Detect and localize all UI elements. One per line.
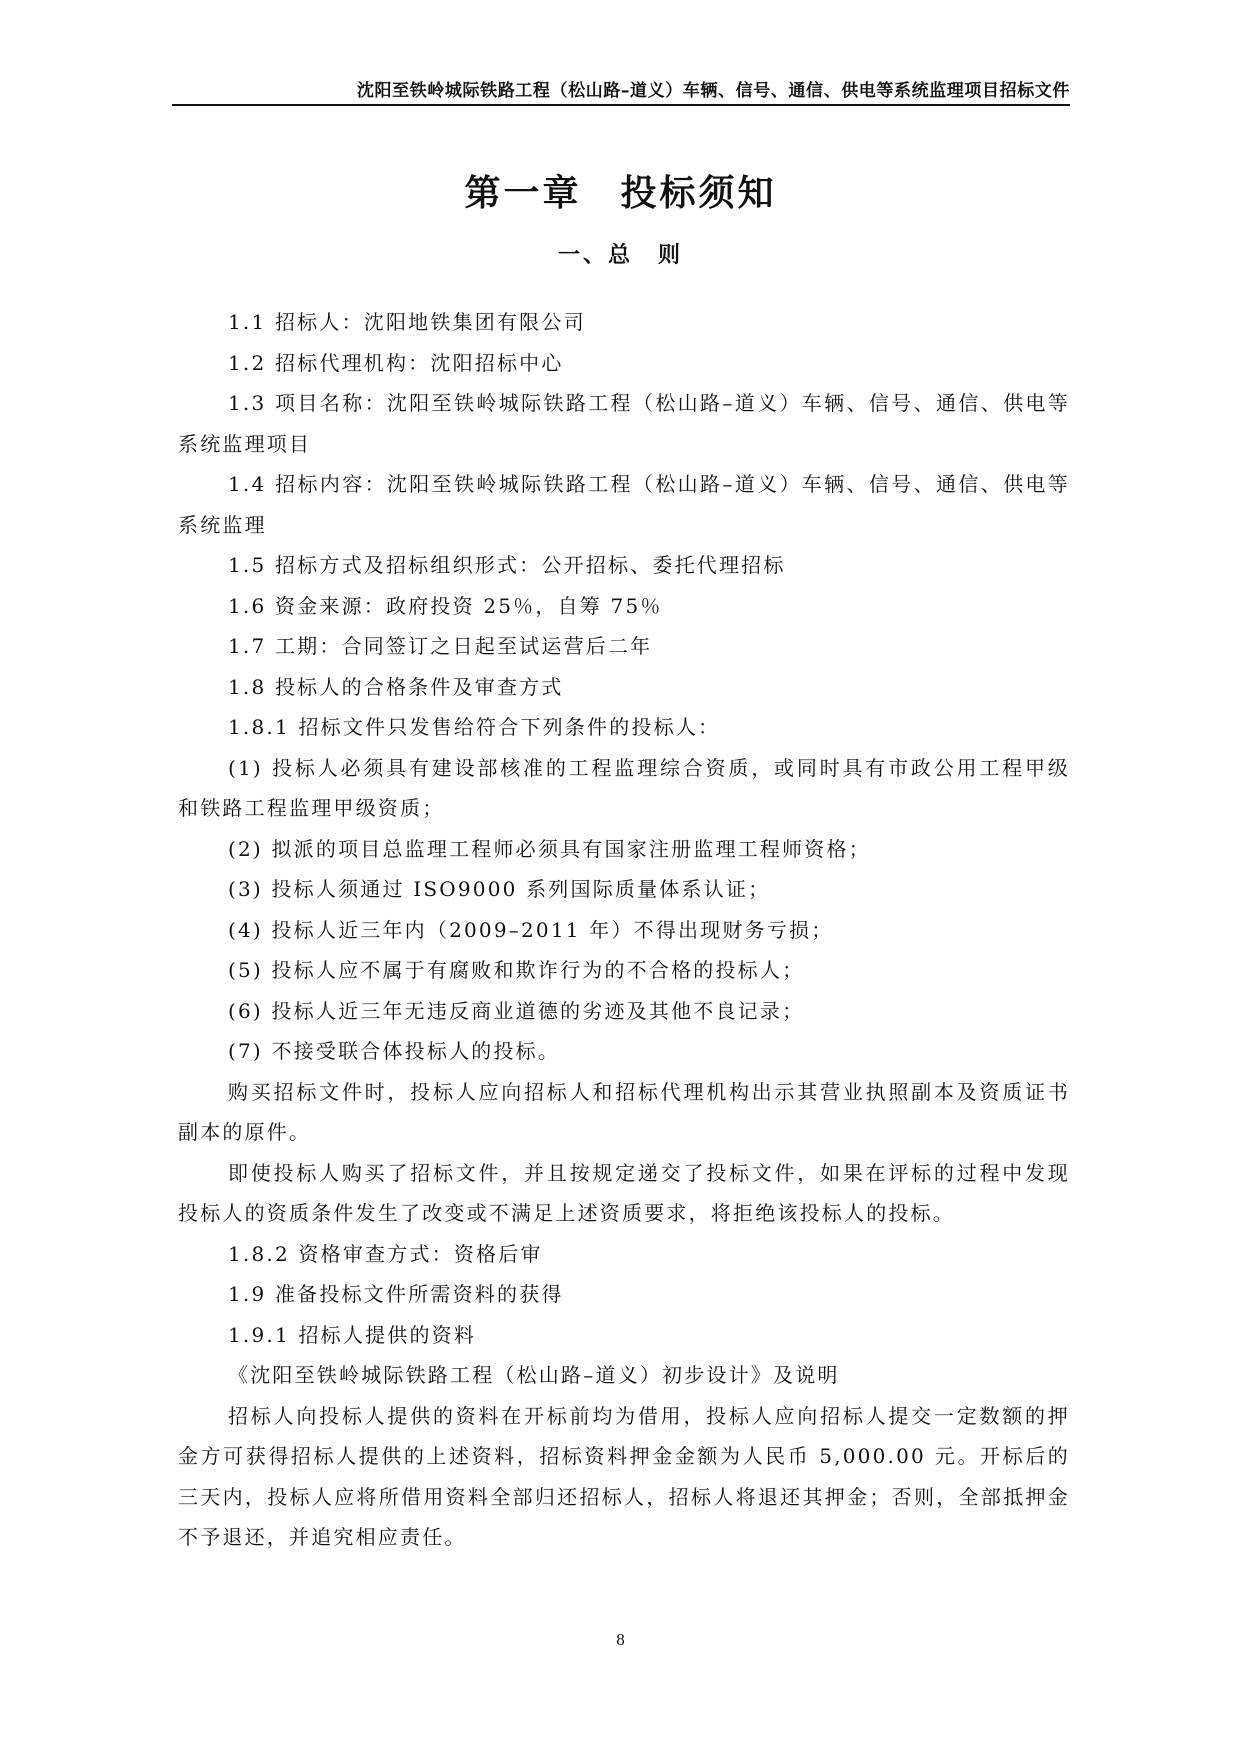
header-title: 沈阳至铁岭城际铁路工程（松山路–道义）车辆、信号、通信、供电等系统监理项目招标文件 — [356, 81, 1070, 101]
condition-item-1: (1) 投标人必须具有建设部核准的工程监理综合资质，或同时具有市政公用工程甲级和铁路工程监理甲级资质； — [178, 755, 1070, 820]
paragraph-1-8-2: 1.8.2 资格审查方式：资格后审 — [228, 1241, 543, 1266]
design-document-title: 《沈阳至铁岭城际铁路工程（松山路–道义）初步设计》及说明 — [228, 1363, 840, 1387]
section-title: 一、总 则 — [557, 243, 683, 268]
paragraph-1-8-1: 1.8.1 招标文件只发售给符合下列条件的投标人： — [228, 715, 721, 739]
paragraph-1-4: 1.4 招标内容：沈阳至铁岭城际铁路工程（松山路–道义）车辆、信号、通信、供电等系统监理 — [178, 472, 1070, 537]
paragraph-1-9-1: 1.9.1 招标人提供的资料 — [228, 1322, 477, 1347]
page-number: 8 — [616, 1630, 625, 1649]
paragraph-1-2: 1.2 招标代理机构：沈阳招标中心 — [228, 350, 564, 375]
rejection-note-paragraph: 即使投标人购买了招标文件，并且按规定递交了投标文件，如果在评标的过程中发现投标人的资质条件发生了改变或不满足上述资质要求，将拒绝该投标人的投标。 — [178, 1160, 1070, 1225]
paragraph-1-9: 1.9 准备投标文件所需资料的获得 — [228, 1282, 564, 1306]
condition-item-6: (6) 投标人近三年无违反商业道德的劣迹及其他不良记录； — [228, 998, 805, 1023]
running-header — [172, 70, 1070, 106]
condition-item-4: (4) 投标人近三年内（2009–2011 年）不得出现财务亏损； — [228, 917, 834, 942]
condition-item-2: (2) 拟派的项目总监理工程师必须具有国家注册监理工程师资格； — [228, 836, 871, 861]
paragraph-1-8: 1.8 投标人的合格条件及审查方式 — [228, 674, 564, 699]
paragraph-1-6: 1.6 资金来源：政府投资 25％，自筹 75％ — [228, 593, 663, 618]
paragraph-1-5: 1.5 招标方式及招标组织形式：公开招标、委托代理招标 — [228, 553, 786, 577]
condition-item-5: (5) 投标人应不属于有腐败和欺诈行为的不合格的投标人； — [228, 958, 805, 982]
paragraph-1-3: 1.3 项目名称：沈阳至铁岭城际铁路工程（松山路–道义）车辆、信号、通信、供电等系统监理项目 — [178, 391, 1070, 456]
condition-item-7: (7) 不接受联合体投标人的投标。 — [228, 1039, 561, 1063]
purchase-note-paragraph: 购买招标文件时，投标人应向招标人和招标代理机构出示其营业执照副本及资质证书副本的原件。 — [178, 1079, 1070, 1144]
deposit-note-paragraph: 招标人向投标人提供的资料在开标前均为借用，投标人应向招标人提交一定数额的押金方可获得招标人提供的上述资料，招标资料押金金额为人民币 5,000.00 元。开标后的三天内，投标人应将所借用资料全部归还招标人，招标人将退还其押金；否则，全部抵押金不予退还，并追究相应责任。 — [178, 1403, 1070, 1549]
condition-item-3: (3) 投标人须通过 ISO9000 系列国际质量体系认证； — [228, 877, 771, 901]
paragraph-1-1: 1.1 招标人：沈阳地铁集团有限公司 — [228, 310, 586, 334]
chapter-title: 第一章 投标须知 — [464, 173, 777, 214]
body-text — [178, 302, 1070, 1558]
paragraph-1-7: 1.7 工期：合同签订之日起至试运营后二年 — [228, 634, 653, 658]
